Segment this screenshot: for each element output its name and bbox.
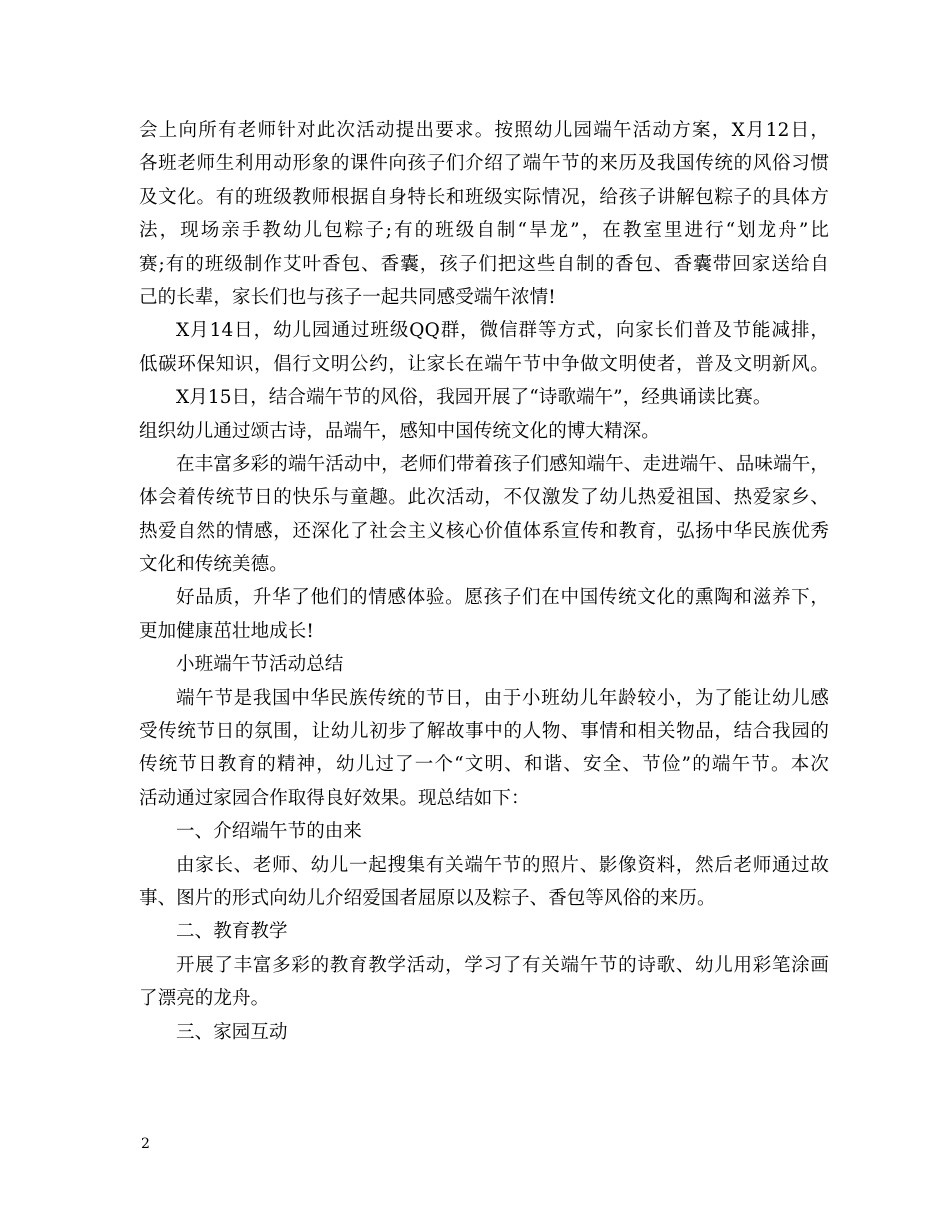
text-line: 己的长辈，家长们也与孩子一起共同感受端午浓情!: [139, 286, 556, 308]
text-line: 组织幼儿通过颂古诗，品端午，感知中国传统文化的博大精深。: [139, 420, 660, 442]
text-line: 端午节是我国中华民族传统的节日，由于小班幼儿年龄较小，为了能让幼儿感: [176, 687, 829, 709]
text-line: 更加健康茁壮地成长!: [139, 620, 314, 642]
text-line: 文化和传统美德。: [139, 554, 288, 576]
text-line: 事、图片的形式向幼儿介绍爱国者屈原以及粽子、香包等风俗的来历。: [139, 887, 716, 909]
text-line: 受传统节日的氛围，让幼儿初步了解故事中的人物、事情和相关物品，结合我园的: [139, 721, 829, 743]
document-body: [139, 114, 829, 1049]
text-line: 由家长、老师、幼儿一起搜集有关端午节的照片、影像资料，然后老师通过故: [176, 854, 829, 876]
text-line: 好品质，升华了他们的情感体验。愿孩子们在中国传统文化的熏陶和滋养下，: [176, 587, 829, 609]
text-line: X月15日，结合端午节的风俗，我园开展了“诗歌端午”，经典诵读比赛。: [176, 387, 772, 409]
text-line: 各班老师生利用动形象的课件向孩子们介绍了端午节的来历及我国传统的风俗习惯: [139, 153, 829, 175]
text-line: 及文化。有的班级教师根据自身特长和班级实际情况，给孩子讲解包粽子的具体方: [139, 186, 829, 208]
text-line: 活动通过家园合作取得良好效果。现总结如下：: [139, 787, 530, 809]
text-line: 法，现场亲手教幼儿包粽子;有的班级自制“旱龙”，在教室里进行“划龙舟”比: [139, 220, 829, 242]
text-line: 会上向所有老师针对此次活动提出要求。按照幼儿园端午活动方案，X月12日，: [139, 120, 829, 141]
text-line: 在丰富多彩的端午活动中，老师们带着孩子们感知端午、走进端午、品味端午，: [176, 453, 829, 475]
text-line: 热爱自然的情感，还深化了社会主义核心价值体系宣传和教育，弘扬中华民族优秀: [139, 520, 829, 542]
text-line: 三、家园互动: [176, 1021, 288, 1043]
page-number: 2: [141, 1136, 150, 1152]
text-line: 传统节日教育的精神，幼儿过了一个“文明、和谐、安全、节俭”的端午节。本次: [139, 754, 829, 776]
text-line: X月14日，幼儿园通过班级QQ群，微信群等方式，向家长们普及节能减排，: [176, 320, 829, 342]
text-line: 小班端午节活动总结: [176, 654, 344, 676]
text-line: 开展了丰富多彩的教育教学活动，学习了有关端午节的诗歌、幼儿用彩笔涂画: [176, 954, 829, 976]
text-line: 赛;有的班级制作艾叶香包、香囊，孩子们把这些自制的香包、香囊带回家送给自: [139, 253, 829, 275]
text-line: 体会着传统节日的快乐与童趣。此次活动，不仅激发了幼儿热爱祖国、热爱家乡、: [139, 487, 829, 509]
text-line: 低碳环保知识，倡行文明公约，让家长在端午节中争做文明使者，普及文明新风。: [139, 353, 829, 375]
text-line: 了漂亮的龙舟。: [139, 988, 270, 1010]
text-line: 二、教育教学: [176, 921, 288, 943]
text-line: 一、介绍端午节的由来: [176, 821, 363, 843]
